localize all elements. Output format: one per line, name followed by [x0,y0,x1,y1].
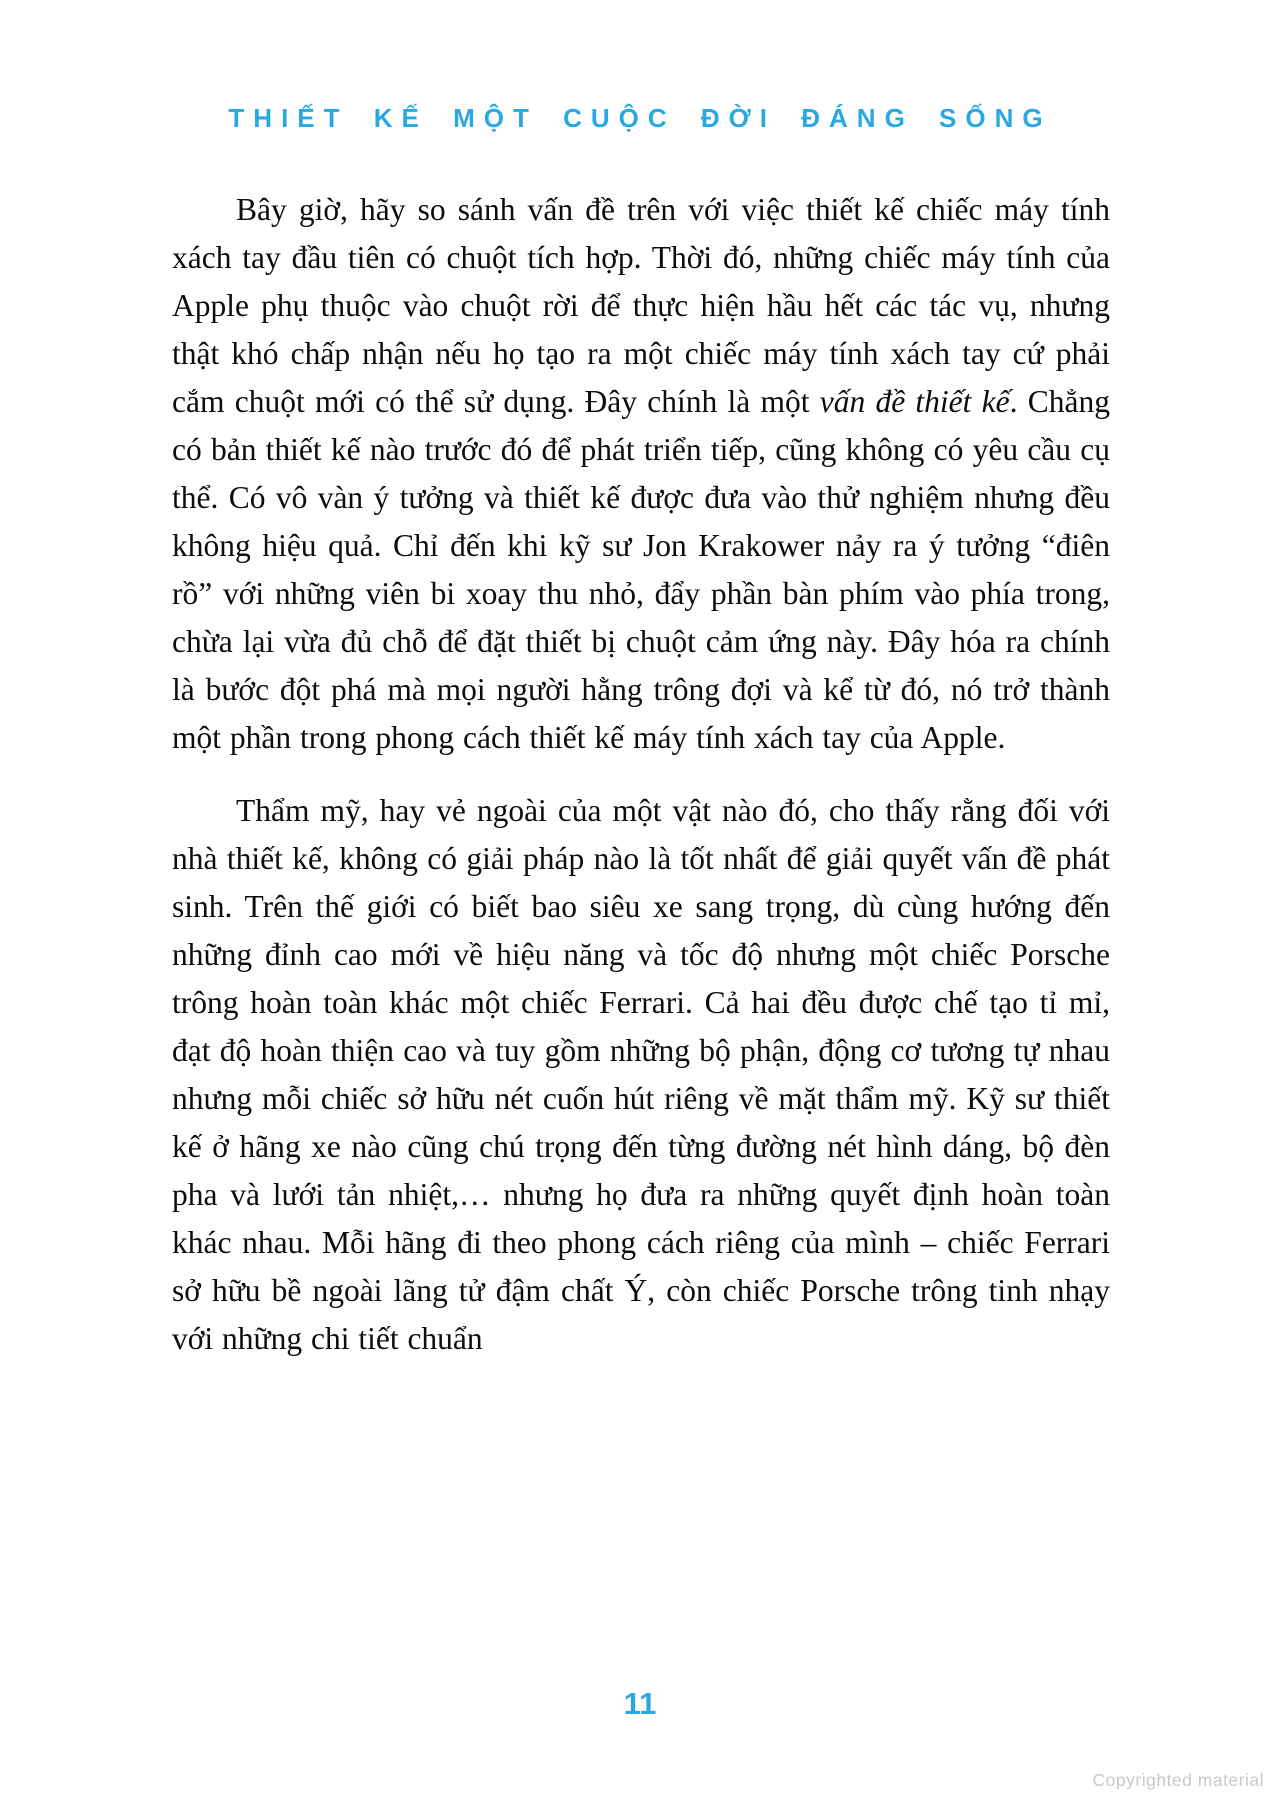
copyright-watermark: Copyrighted material [1092,1770,1264,1790]
text-segment: . Chẳng có bản thiết kế nào trước đó để phát triển tiếp, cũng không có yêu cầu cụ thể. Có vô vàn ý tưởng và thiết kế được đưa vào thử nghiệm nhưng đều không hiệu quả. Chỉ đến khi kỹ sư Jon Krakower nảy ra ý tưởng “điên rồ” với những viên bi xoay thu nhỏ, đẩy phần bàn phím vào phía trong, chừa lại vừa đủ chỗ để đặt thiết bị chuột cảm ứng này. Đây hóa ra chính là bước đột phá mà mọi người hằng trông đợi và kể từ đó, nó trở thành một phần trong phong cách thiết kế máy tính xách tay của Apple. [172,384,1110,755]
running-header: THIẾT KẾ MỘT CUỘC ĐỜI ĐÁNG SỐNG [228,103,1052,133]
page-number: 11 [623,1686,657,1721]
text-segment: Bây giờ, hãy so sánh vấn đề trên với việc thiết kế chiếc máy tính xách tay đầu tiên có chuột tích hợp. Thời đó, những chiếc máy tính của Apple phụ thuộc vào chuột rời để thực hiện hầu hết các tác vụ, nhưng thật khó chấp nhận nếu họ tạo ra một chiếc máy tính xách tay cứ phải cắm chuột mới có thể sử dụng. Đây chính là một [172,192,1110,419]
text-segment: Thẩm mỹ, hay vẻ ngoài của một vật nào đó, cho thấy rằng đối với nhà thiết kế, không có giải pháp nào là tốt nhất để giải quyết vấn đề phát sinh. Trên thế giới có biết bao siêu xe sang trọng, dù cùng hướng đến những đỉnh cao mới về hiệu năng và tốc độ nhưng một chiếc Porsche trông hoàn toàn khác một chiếc Ferrari. Cả hai đều được chế tạo tỉ mỉ, đạt độ hoàn thiện cao và tuy gồm những bộ phận, động cơ tương tự nhau nhưng mỗi chiếc sở hữu nét cuốn hút riêng về mặt thẩm mỹ. Kỹ sư thiết kế ở hãng xe nào cũng chú trọng đến từng đường nét hình dáng, bộ đèn pha và lưới tản nhiệt,… nhưng họ đưa ra những quyết định hoàn toàn khác nhau. Mỗi hãng đi theo phong cách riêng của mình – chiếc Ferrari sở hữu bề ngoài lãng tử đậm chất Ý, còn chiếc Porsche trông tinh nhạy với những chi tiết chuẩn [172,793,1110,1356]
paragraph [172,787,1110,1363]
body-text [172,186,1110,1388]
italic-phrase: vấn đề thiết kế [819,384,1010,419]
paragraph [172,186,1110,762]
